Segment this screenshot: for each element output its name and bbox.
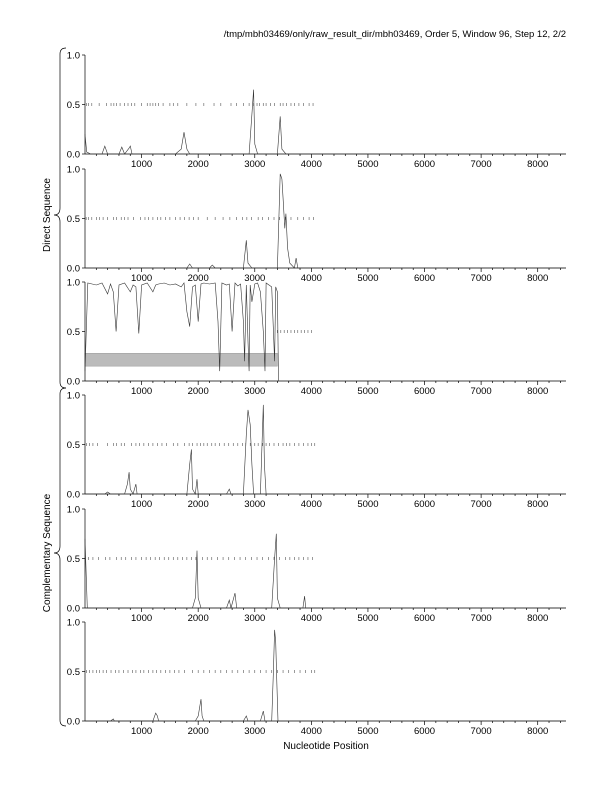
x-tick-label: 8000 <box>527 499 549 510</box>
series-line <box>85 534 566 608</box>
x-tick-label: 3000 <box>244 273 266 284</box>
x-tick-label: 6000 <box>413 613 436 624</box>
y-tick-label: 0.0 <box>66 149 80 161</box>
x-tick-label: 4000 <box>300 159 322 170</box>
y-tick-label: 0.0 <box>66 263 80 275</box>
panels-group <box>67 51 566 738</box>
panel-4 <box>67 391 566 511</box>
y-tick-label: 0.5 <box>66 214 80 225</box>
group-label-complementary: Complementary Sequence <box>42 493 53 613</box>
series-line <box>85 405 566 494</box>
panel-6 <box>67 618 566 738</box>
y-tick-label: 0.5 <box>66 100 80 111</box>
panel-3 <box>67 278 566 398</box>
panel-2 <box>67 165 566 285</box>
x-tick-label: 3000 <box>244 386 266 397</box>
brace-direct <box>54 48 66 388</box>
x-tick-label: 4000 <box>300 386 322 397</box>
y-tick-label: 1.0 <box>66 164 80 176</box>
x-tick-label: 2000 <box>187 159 209 170</box>
x-tick-label: 7000 <box>470 386 492 397</box>
x-tick-label: 1000 <box>131 613 153 624</box>
y-tick-label: 0.5 <box>66 327 80 338</box>
y-tick-label: 1.0 <box>66 504 80 516</box>
y-tick-label: 1.0 <box>66 617 80 629</box>
y-tick-label: 1.0 <box>66 277 80 289</box>
x-tick-label: 1000 <box>131 726 153 737</box>
x-tick-label: 6000 <box>413 273 436 284</box>
y-tick-label: 0.0 <box>66 603 80 615</box>
x-tick-label: 6000 <box>413 386 436 397</box>
x-tick-label: 1000 <box>131 159 153 170</box>
series-line <box>85 174 566 268</box>
x-tick-label: 2000 <box>187 273 209 284</box>
x-tick-label: 5000 <box>357 726 379 737</box>
x-tick-label: 8000 <box>527 613 549 624</box>
x-tick-label: 8000 <box>527 386 549 397</box>
x-tick-label: 4000 <box>300 499 322 510</box>
x-tick-label: 7000 <box>470 499 492 510</box>
figure-title: /tmp/mbh03469/only/raw_result_dir/mbh03469, Order 5, Window 96, Step 12, 2/2 <box>223 29 566 40</box>
brace-complementary <box>54 388 66 726</box>
x-tick-label: 2000 <box>187 386 209 397</box>
x-tick-label: 5000 <box>357 273 379 284</box>
x-tick-label: 2000 <box>187 726 209 737</box>
y-tick-label: 0.5 <box>66 440 80 451</box>
x-tick-label: 7000 <box>470 273 492 284</box>
y-tick-label: 0.5 <box>66 667 80 678</box>
y-tick-label: 0.5 <box>66 554 80 565</box>
x-tick-label: 3000 <box>244 726 266 737</box>
x-tick-label: 1000 <box>131 386 153 397</box>
x-tick-label: 6000 <box>413 159 436 170</box>
x-tick-label: 2000 <box>187 613 209 624</box>
x-tick-label: 8000 <box>527 726 549 737</box>
x-tick-label: 5000 <box>357 386 379 397</box>
x-tick-label: 8000 <box>527 273 549 284</box>
x-tick-label: 2000 <box>187 499 209 510</box>
series-line <box>85 90 566 154</box>
x-tick-label: 6000 <box>413 726 436 737</box>
x-tick-label: 3000 <box>244 159 266 170</box>
x-tick-label: 3000 <box>244 499 266 510</box>
x-tick-label: 7000 <box>470 613 492 624</box>
y-tick-label: 1.0 <box>66 390 80 402</box>
group-label-direct: Direct Sequence <box>42 178 53 252</box>
x-tick-label: 7000 <box>470 159 492 170</box>
y-tick-label: 0.0 <box>66 376 80 388</box>
x-tick-label: 5000 <box>357 159 379 170</box>
x-tick-label: 1000 <box>131 273 153 284</box>
x-tick-label: 6000 <box>413 499 436 510</box>
y-tick-label: 0.0 <box>66 489 80 501</box>
x-tick-label: 4000 <box>300 613 322 624</box>
y-tick-label: 0.0 <box>66 716 80 728</box>
x-tick-label: 7000 <box>470 726 492 737</box>
panel-1 <box>67 51 566 171</box>
x-tick-label: 4000 <box>300 726 322 737</box>
x-tick-label: 4000 <box>300 273 322 284</box>
panel-5 <box>67 505 566 625</box>
x-tick-label: 8000 <box>527 159 549 170</box>
x-tick-label: 1000 <box>131 499 153 510</box>
x-tick-label: 3000 <box>244 613 266 624</box>
y-tick-label: 1.0 <box>66 50 80 62</box>
x-tick-label: 5000 <box>357 499 379 510</box>
x-tick-label: 5000 <box>357 613 379 624</box>
x-axis-title: Nucleotide Position <box>283 741 369 752</box>
series-line <box>85 630 566 721</box>
